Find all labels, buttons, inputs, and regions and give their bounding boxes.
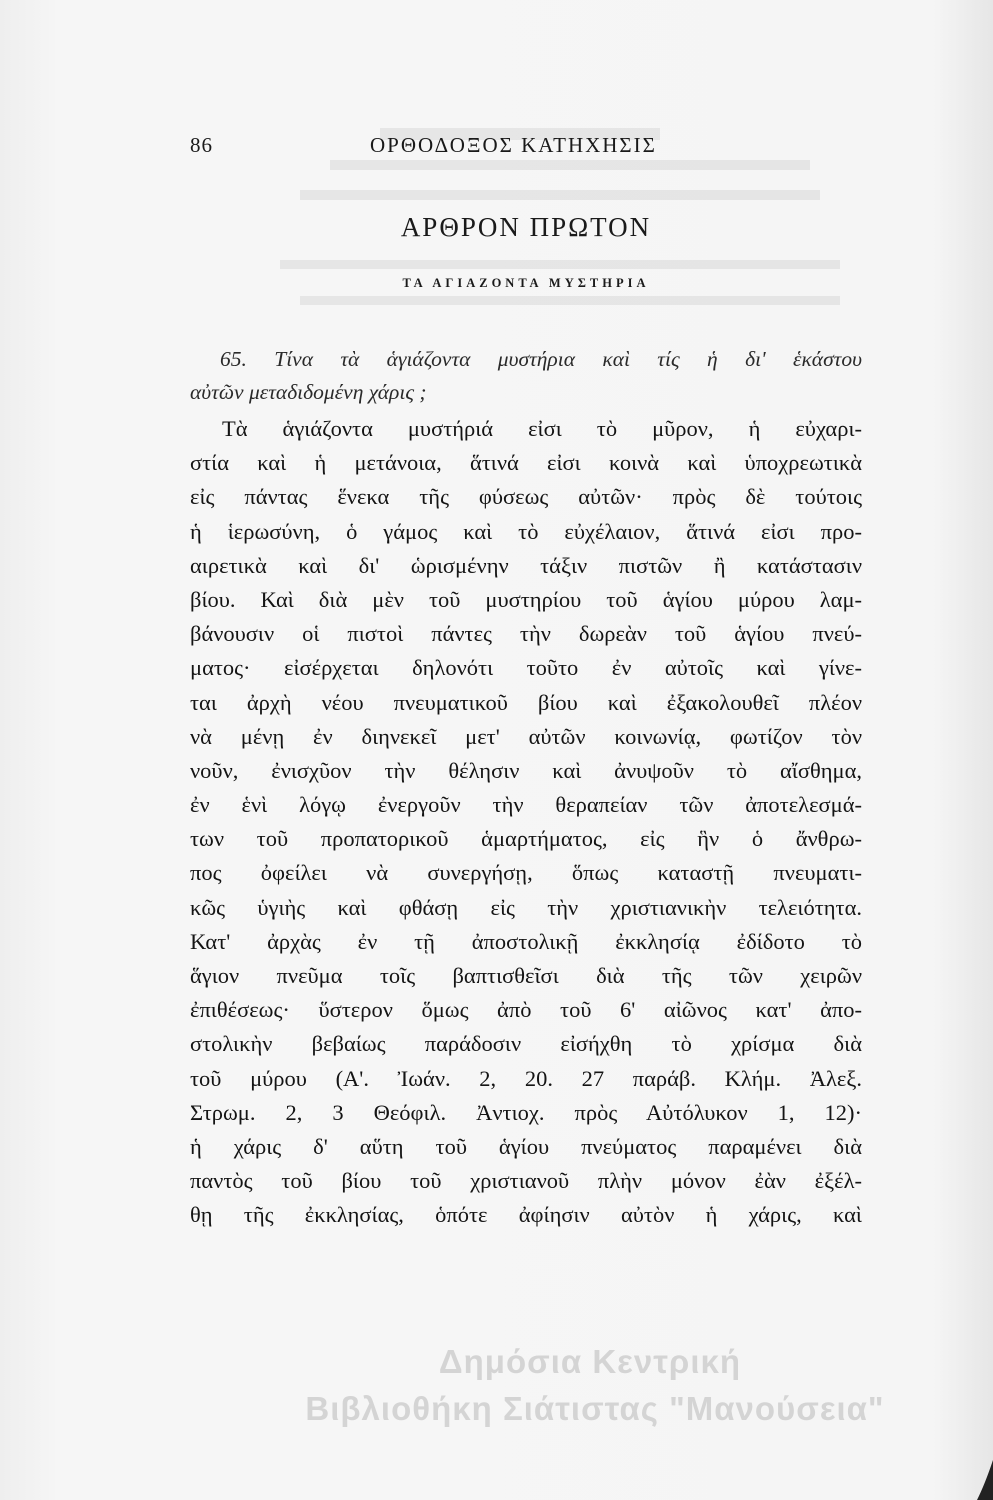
answer-line: εἰς πάντας ἕνεκα τῆς φύσεως αὐτῶν· πρὸς δὲ τούτοις (190, 484, 862, 510)
page-corner-shadow (971, 1460, 993, 1500)
article-title: ΑΡΘΡΟΝ ΠΡΩΤΟΝ (400, 212, 652, 242)
answer-line: ἐπιθέσεως· ὕστερον ὅμως ἀπὸ τοῦ 6' αἰῶνος κατ' ἀπο- (190, 997, 862, 1023)
library-watermark-line-1: Δημόσια Κεντρική (438, 1343, 742, 1380)
answer-line: νὰ μένῃ ἐν διηνεκεῖ μετ' αὐτῶν κοινωνίᾳ, φωτίζον τὸν (190, 723, 862, 749)
answer-line: ἡ ἱερωσύνη, ὁ γάμος καὶ τὸ εὐχέλαιον, ἅτινά εἰσι προ- (190, 518, 862, 544)
body-text (190, 342, 862, 1233)
answer-line: Κατ' ἀρχὰς ἐν τῇ ἀποστολικῇ ἐκκλησίᾳ ἐδίδοτο τὸ (190, 928, 862, 954)
running-title: ΟΡΘΟΔΟΞΟΣ ΚΑΤΗΧΗΣΙΣ (370, 133, 657, 157)
answer-line: παντὸς τοῦ βίου τοῦ χριστιανοῦ πλὴν μόνον ἐὰν ἐξέλ- (190, 1168, 862, 1194)
article-subtitle: ΤΑ ΑΓΙΑΖΟΝΤΑ ΜΥΣΤΗΡΙΑ (402, 276, 650, 290)
answer-line: ἅγιον πνεῦμα τοῖς βαπτισθεῖσι διὰ τῆς τῶν χειρῶν (190, 963, 862, 988)
answer-line: των τοῦ προπατορικοῦ ἁμαρτήματος, εἰς ἣν ὁ ἄνθρω- (190, 826, 862, 852)
answer-line: ται ἀρχὴ νέου πνευματικοῦ βίου καὶ ἐξακολουθεῖ πλέον (190, 689, 862, 715)
answer-line: ματος· εἰσέρχεται δηλονότι τοῦτο ἐν αὐτοῖς καὶ γίνε- (190, 655, 862, 681)
bleed-mark (300, 190, 820, 200)
question-line: 65. Τίνα τὰ ἁγιάζοντα μυστήρια καὶ τίς ἡ δι' ἑκάστου (220, 347, 862, 371)
answer-line: θῃ τῆς ἐκκλησίας, ὁπότε ἀφίησιν αὐτὸν ἡ χάρις, καὶ (190, 1202, 862, 1228)
answer-line: στολικὴν βεβαίως παράδοσιν εἰσήχθη τὸ χρίσμα διὰ (190, 1031, 862, 1057)
bleed-mark (300, 296, 840, 305)
question-line: αὐτῶν μεταδιδομένη χάρις ; (190, 380, 427, 404)
library-watermark-line-2: Βιβλιοθήκη Σιάτιστας "Μανούσεια" (305, 1390, 885, 1427)
page-number: 86 (190, 133, 213, 157)
answer-line: Στρωμ. 2, 3 Θεόφιλ. Ἀντιοχ. πρὸς Αὐτόλυκον 1, 12)· (190, 1099, 862, 1125)
running-head (190, 133, 880, 163)
answer-line: κῶς ὑγιὴς καὶ φθάσῃ εἰς τὴν χριστιανικὴν τελειότητα. (190, 894, 862, 920)
bleed-mark (280, 260, 840, 269)
answer-line: Τὰ ἁγιάζοντα μυστήριά εἰσι τὸ μῦρον, ἡ εὐχαρι- (222, 416, 862, 441)
answer-line: βίου. Καὶ διὰ μὲν τοῦ μυστηρίου τοῦ ἁγίου μύρου λαμ- (190, 586, 862, 612)
answer-line: βάνουσιν οἱ πιστοὶ πάντες τὴν δωρεὰν τοῦ ἁγίου πνεύ- (190, 621, 862, 647)
answer-line: ἐν ἑνὶ λόγῳ ἐνεργοῦν τὴν θεραπείαν τῶν ἀποτελεσμά- (190, 792, 862, 818)
answer-line: αιρετικὰ καὶ δι' ὡρισμένην τάξιν πιστῶν ἢ κατάστασιν (190, 552, 862, 578)
answer-line: πος ὀφείλει νὰ συνεργήσῃ, ὅπως καταστῇ πνευματι- (190, 860, 862, 886)
answer-line: τοῦ μύρου (Α'. Ἰωάν. 2, 20. 27 παράβ. Κλήμ. Ἀλεξ. (190, 1065, 862, 1091)
answer-line: στία καὶ ἡ μετάνοια, ἅτινά εἰσι κοινὰ καὶ ὑποχρεωτικὰ (190, 450, 862, 476)
answer-line: νοῦν, ἐνισχῦον τὴν θέλησιν καὶ ἀνυψοῦν τὸ αἴσθημα, (190, 757, 862, 783)
answer-line: ἡ χάρις δ' αὕτη τοῦ ἁγίου πνεύματος παραμένει διὰ (190, 1133, 862, 1159)
